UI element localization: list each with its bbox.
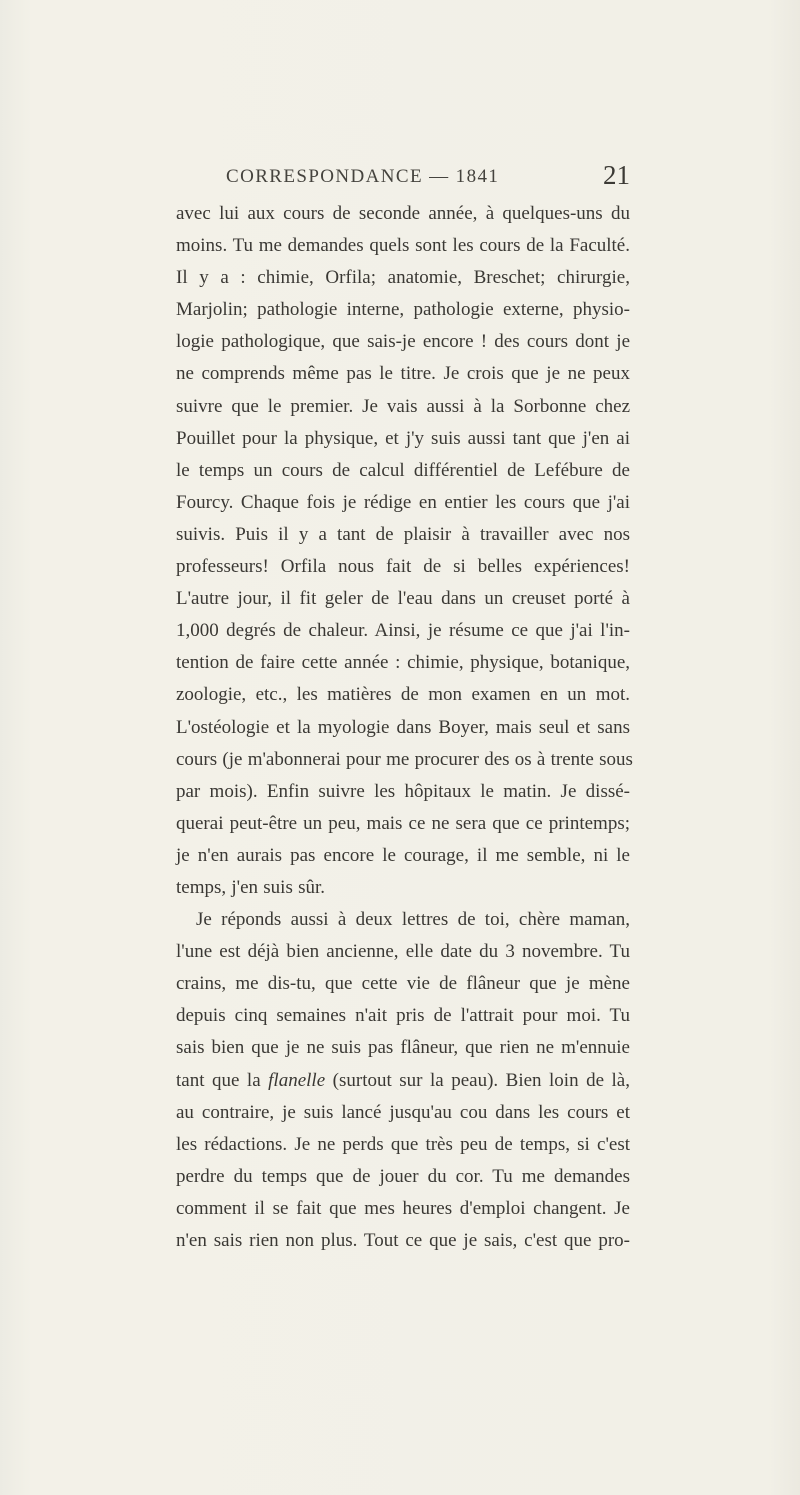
text-line: 1,000 degrés de chaleur. Ainsi, je résume ce que j'ai l'in-: [176, 620, 630, 642]
text-line: moins. Tu me demandes quels sont les cours de la Faculté.: [176, 235, 630, 257]
text-line: crains, me dis-tu, que cette vie de flâneur que je mène: [176, 973, 630, 995]
text-line: Pouillet pour la physique, et j'y suis aussi tant que j'en ai: [176, 427, 630, 449]
text-line: par mois). Enfin suivre les hôpitaux le matin. Je dissé-: [176, 780, 630, 802]
text-line: perdre du temps que de jouer du cor. Tu me demandes: [176, 1165, 630, 1187]
paragraph-end-line: temps, j'en suis sûr.: [176, 876, 326, 898]
text-line: Fourcy. Chaque fois je rédige en entier les cours que j'ai: [176, 491, 630, 513]
text-fragment: tant que la: [176, 1069, 269, 1091]
page-number: 21: [603, 160, 630, 190]
text-line: suivre que le premier. Je vais aussi à la Sorbonne chez: [176, 395, 630, 417]
text-line: n'en sais rien non plus. Tout ce que je sais, c'est que pro-: [176, 1230, 630, 1251]
text-line: L'autre jour, il fit geler de l'eau dans un creuset porté à: [176, 588, 630, 610]
text-line: tention de faire cette année : chimie, physique, botanique,: [176, 652, 630, 674]
body-text: [176, 198, 633, 1257]
italic-word: flanelle: [268, 1069, 326, 1091]
text-fragment: (surtout sur la peau). Bien loin de là,: [325, 1069, 630, 1091]
text-line: comment il se fait que mes heures d'emploi changent. Je: [176, 1197, 630, 1219]
text-line: querai peut-être un peu, mais ce ne sera que ce printemps;: [176, 812, 630, 834]
paragraph-start-line: Je réponds aussi à deux lettres de toi, chère maman,: [196, 909, 630, 931]
text-line: au contraire, je suis lancé jusqu'au cou dans les cours et: [176, 1101, 630, 1123]
text-line: suivis. Puis il y a tant de plaisir à travailler avec nos: [176, 523, 630, 545]
page-header: [226, 160, 630, 192]
text-line: le temps un cours de calcul différentiel de Lefébure de: [176, 459, 630, 481]
text-line: avec lui aux cours de seconde année, à quelques-uns du: [176, 203, 630, 224]
text-line: l'une est déjà bien ancienne, elle date du 3 novembre. Tu: [176, 941, 630, 963]
text-line: depuis cinq semaines n'ait pris de l'attrait pour moi. Tu: [176, 1005, 630, 1027]
text-line-with-italic: [176, 1065, 630, 1097]
text-line: L'ostéologie et la myologie dans Boyer, mais seul et sans: [176, 716, 630, 738]
text-line: professeurs! Orfila nous fait de si belles expériences!: [176, 556, 630, 578]
text-line: sais bien que je ne suis pas flâneur, que rien ne m'ennuie: [176, 1037, 630, 1059]
text-line: logie pathologique, que sais-je encore ! des cours dont je: [176, 331, 630, 353]
text-line: Marjolin; pathologie interne, pathologie externe, physio-: [176, 299, 630, 321]
text-line: ne comprends même pas le titre. Je crois que je ne peux: [176, 363, 630, 385]
running-head: CORRESPONDANCE — 1841: [226, 166, 500, 187]
text-line: Il y a : chimie, Orfila; anatomie, Breschet; chirurgie,: [176, 267, 630, 289]
text-line: zoologie, etc., les matières de mon examen en un mot.: [176, 684, 630, 706]
text-line: je n'en aurais pas encore le courage, il me semble, ni le: [176, 844, 630, 866]
text-line: les rédactions. Je ne perds que très peu de temps, si c'est: [176, 1133, 630, 1155]
text-line: cours (je m'abonnerai pour me procurer des os à trente sous: [176, 748, 633, 770]
